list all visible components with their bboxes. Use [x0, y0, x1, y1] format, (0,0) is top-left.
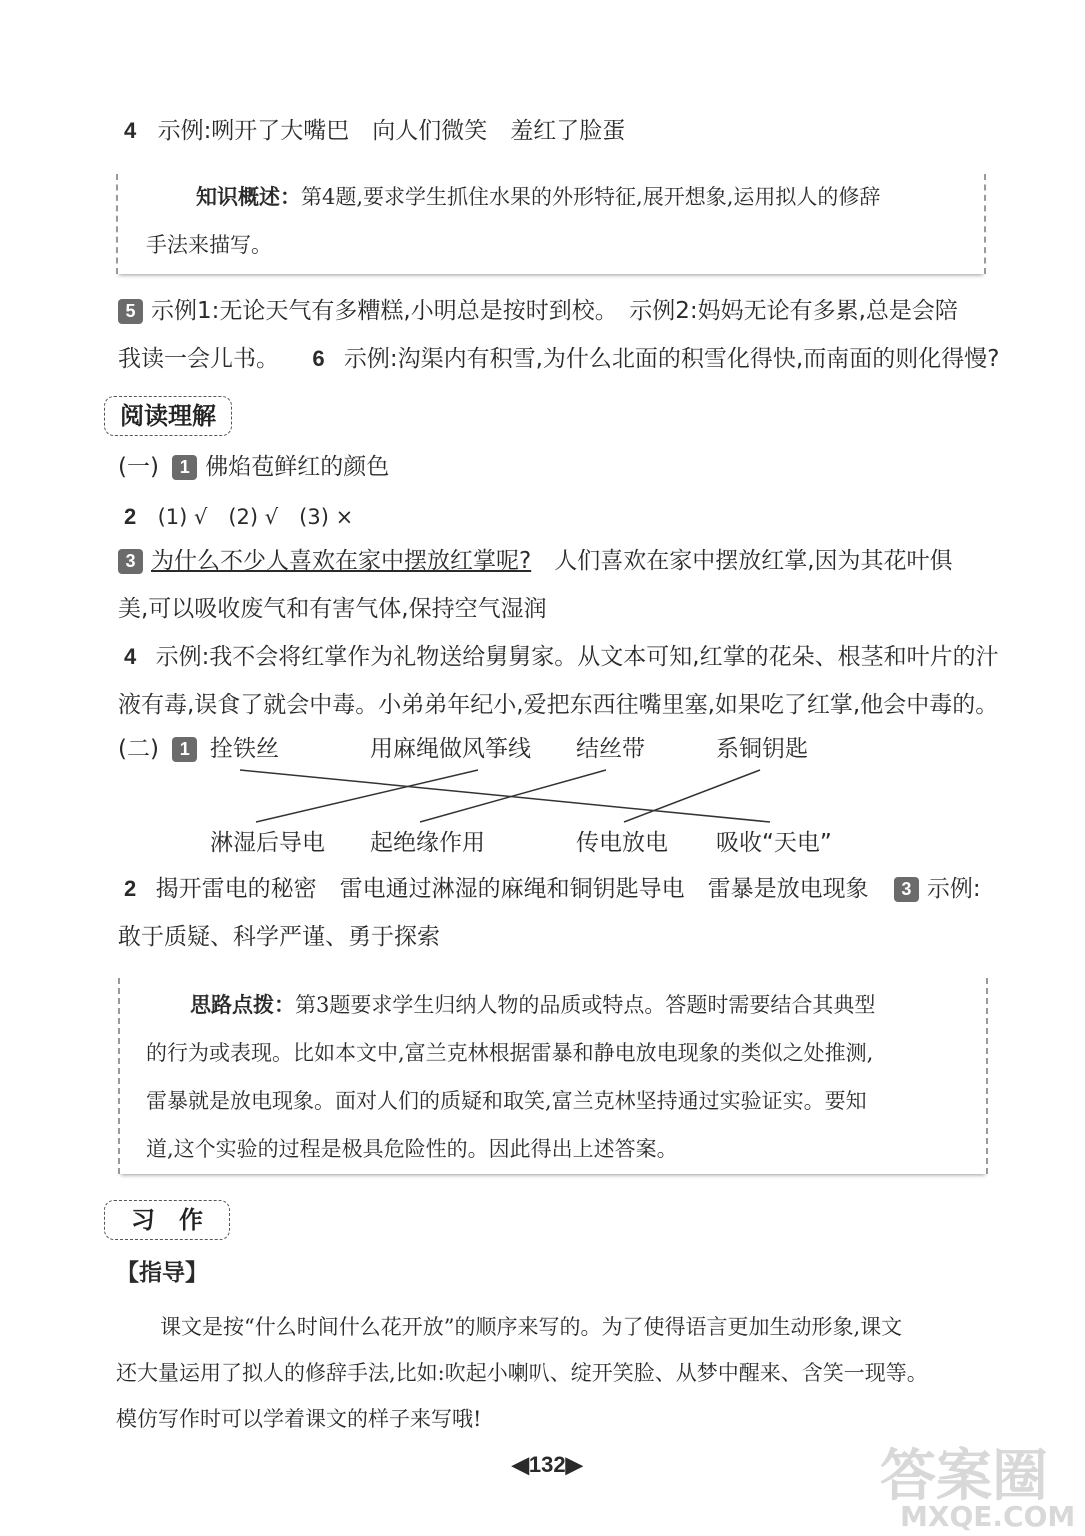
part1-q3-line-2: 美,可以吸收废气和有害气体,保持空气湿润 — [118, 596, 547, 622]
match-bottom-4: 吸收“天电” — [716, 830, 832, 856]
part1-q4-line-2: 液有毒,误食了就会中毒。小弟弟年纪小,爱把东西往嘴里塞,如果吃了红掌,他会中毒的。 — [118, 692, 999, 718]
part1-q4-line-1: 4 示例:我不会将红掌作为礼物送给舅舅家。从文本可知,红掌的花朵、根茎和叶片的汁 — [124, 644, 999, 670]
thinking-note-line-2: 的行为或表现。比如本文中,富兰克林根据雷暴和静电放电现象的类似之处推测, — [146, 1041, 874, 1065]
question-number: 2 — [124, 876, 137, 901]
page-number: ◀132▶ — [512, 1452, 583, 1477]
thinking-note-line-1: 思路点拨：第3题要求学生归纳人物的品质或特点。答题时需要结合其典型 — [190, 992, 876, 1017]
match-line-2 — [256, 770, 478, 822]
match-top-3: 结丝带 — [576, 736, 645, 762]
section-title-reading: 阅读理解 — [104, 396, 232, 436]
knowledge-note-line-2: 手法来描写。 — [146, 233, 272, 257]
answer-5-line-2: 我读一会儿书。 6 示例:沟渠内有积雪,为什么北面的积雪化得快,而南面的则化得慢? — [118, 346, 1000, 372]
question-number-box: 1 — [172, 737, 197, 762]
match-top-2: 用麻绳做风筝线 — [370, 736, 531, 762]
part1-q1: (一) 1 佛焰苞鲜红的颜色 — [118, 454, 390, 480]
part2-q2-line: 2 揭开雷电的秘密 雷电通过淋湿的麻绳和铜钥匙导电 雷暴是放电现象 3 示例: — [124, 876, 981, 902]
match-bottom-3: 传电放电 — [576, 830, 668, 856]
question-number: 2 — [124, 504, 137, 529]
guide-line-2: 还大量运用了拟人的修辞手法,比如:吹起小喇叭、绽开笑脸、从梦中醒来、含笑一现等。 — [116, 1361, 928, 1385]
question-number-box: 1 — [172, 455, 197, 480]
match-bottom-2: 起绝缘作用 — [370, 830, 485, 856]
question-number: 6 — [312, 346, 325, 371]
arrow-left-icon: ◀ — [512, 1452, 529, 1477]
part1-q3-line-1: 3 为什么不少人喜欢在家中摆放红掌呢? 人们喜欢在家中摆放红掌,因为其花叶俱 — [118, 546, 953, 576]
question-number-box: 5 — [118, 299, 143, 324]
watermark-logo: 答案圈 — [880, 1444, 1048, 1509]
watermark-url: MXQE.COM — [900, 1500, 1076, 1533]
guide-line-1: 课文是按“什么时间什么花开放”的顺序来写的。为了使得语言更加生动形象,课文 — [160, 1315, 903, 1339]
match-top-4: 系铜钥匙 — [716, 736, 808, 762]
arrow-right-icon: ▶ — [565, 1452, 583, 1477]
match-bottom-1: 淋湿后导电 — [210, 830, 325, 856]
part2-q1-header: (二) 1 — [118, 734, 205, 764]
question-number: 4 — [124, 118, 137, 143]
answer-5-line-1: 5 示例1:无论天气有多糟糕,小明总是按时到校。 示例2:妈妈无论有多累,总是会陪 — [118, 296, 958, 326]
answer-text: 示例:咧开了大嘴巴 向人们微笑 羞红了脸蛋 — [157, 118, 626, 144]
match-top-1: 拴铁丝 — [210, 736, 279, 762]
section-title-writing: 习 作 — [104, 1200, 230, 1240]
knowledge-note-line-1: 知识概述：第4题,要求学生抓住水果的外形特征,展开想象,运用拟人的修辞 — [196, 184, 881, 209]
guide-line-3: 模仿写作时可以学着课文的样子来写哦! — [116, 1407, 482, 1431]
part1-q2: 2 (1) √ (2) √ (3) × — [124, 504, 354, 529]
question-number-box: 3 — [118, 549, 143, 574]
part2-q3-line-2: 敢于质疑、科学严谨、勇于探索 — [118, 924, 440, 950]
question-number: 4 — [124, 644, 137, 669]
thinking-note-line-4: 道,这个实验的过程是极具危险性的。因此得出上述答案。 — [146, 1137, 678, 1161]
thinking-note-line-3: 雷暴就是放电现象。面对人们的质疑和取笑,富兰克林坚持通过实验证实。要知 — [146, 1089, 867, 1113]
question-number-box: 3 — [894, 877, 919, 902]
guide-label: 【指导】 — [116, 1260, 208, 1286]
